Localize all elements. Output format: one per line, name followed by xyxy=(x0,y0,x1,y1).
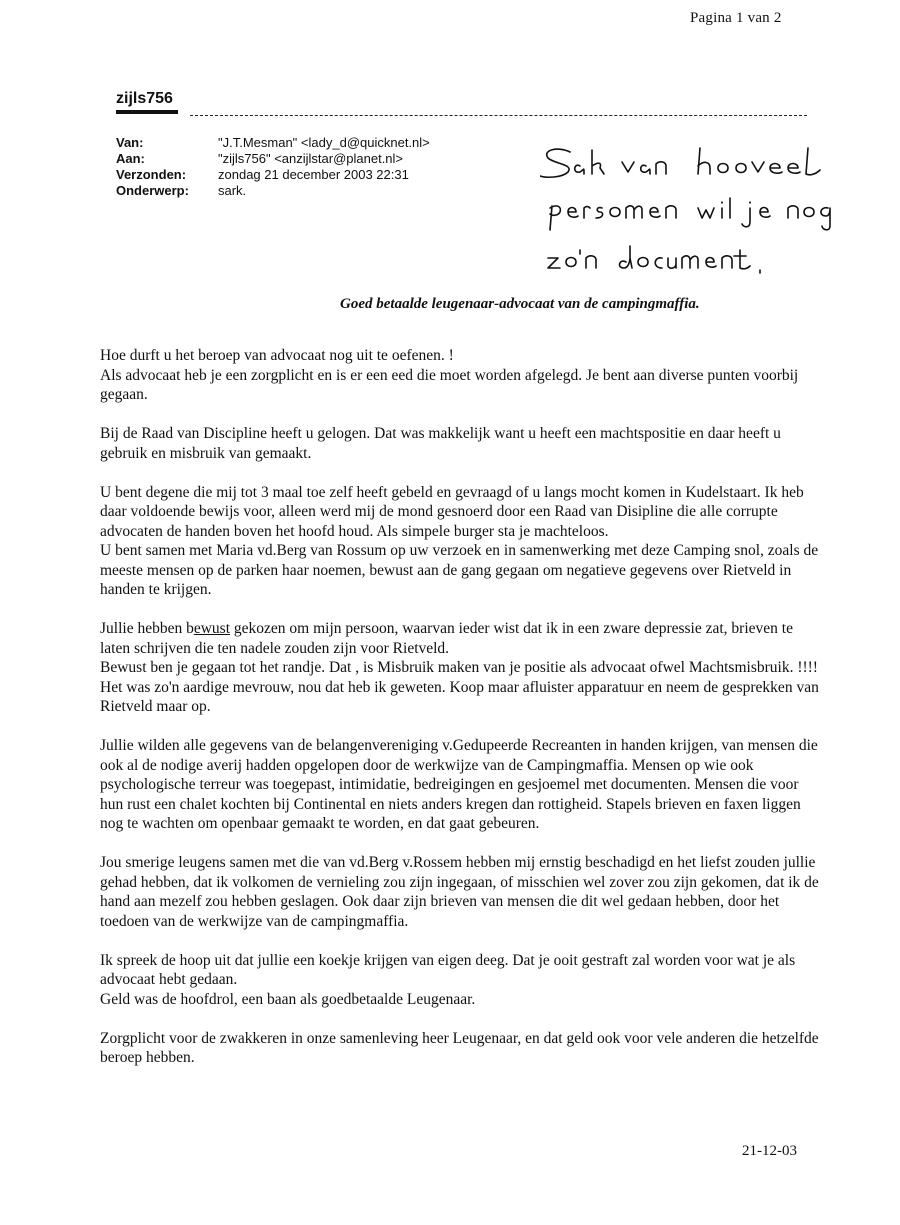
subject-value: sark. xyxy=(218,183,247,198)
to-row xyxy=(116,151,430,167)
paragraph: Ik spreek de hoop uit dat jullie een koekje krijgen van eigen deeg. Dat je ooit gestraft zal worden voor wat je als advocaat hebt gedaan. xyxy=(100,951,796,988)
text-segment: Jullie hebben b xyxy=(100,620,194,637)
header-divider xyxy=(190,115,807,116)
sent-row xyxy=(116,167,430,183)
handwriting-strokes xyxy=(540,140,840,280)
handwritten-note xyxy=(540,140,840,280)
paragraph: Als advocaat heb je een zorgplicht en is er een eed die moet worden afgelegd. Je bent aan diverse punten voorbij gegaan. xyxy=(100,366,799,403)
paragraph: Hoe durft u het beroep van advocaat nog uit te oefenen. ! xyxy=(100,347,454,364)
underlined-word: ewust xyxy=(193,620,231,637)
paragraph: U bent degene die mij tot 3 maal toe zelf heeft gebeld en gevraagd of u langs mocht komen in Kudelstaart. Ik heb daar voldoende bewijs voor, alleen werd mij de mond gesnoerd door een Raad van Disipline die alle corrupte advocaten de handen boven het hoofd houd. Als simpele burger sta je machteloos. xyxy=(100,483,804,540)
sent-value: zondag 21 december 2003 22:31 xyxy=(218,167,409,182)
paragraph: Geld was de hoofdrol, een baan als goedbetaalde Leugenaar. xyxy=(100,990,476,1008)
text-segment: gekozen om mijn persoon, waarvan ieder wist dat ik in een zware depressie zat, brieven te laten schrijven die ten nadele zouden zijn voor Rietveld. xyxy=(100,620,793,657)
from-value: "J.T.Mesman" <lady_d@quicknet.nl> xyxy=(218,135,430,150)
paragraph: Zorgplicht voor de zwakkeren in onze samenleving heer Leugenaar, en dat geld ook voor vele anderen die hetzelfde beroep hebben. xyxy=(100,1029,819,1066)
footer-date: 21-12-03 xyxy=(742,1143,797,1159)
subject-row xyxy=(116,183,430,199)
account-underline-bar xyxy=(116,110,178,114)
page-number: Pagina 1 van 2 xyxy=(690,10,782,26)
sent-label: Verzonden: xyxy=(116,167,187,182)
paragraph-with-underline xyxy=(100,619,820,658)
from-row xyxy=(116,135,430,151)
letter-body xyxy=(100,346,820,1087)
paragraph: Jullie wilden alle gegevens van de belangenvereniging v.Gedupeerde Recreanten in handen krijgen, van mensen die ook al de nodige averij hadden opgelopen door de werkwijze van de Campingmaffia. Mensen op wie ook psychologische terreur was toegepast, intimidatie, bedreigingen en gesjoemel met documenten. Mensen die voor hun rust een chalet kochten bij Continental en niets anders kregen dan rottigheid. Stapels brieven en faxen liggen nog te wachten om openbaar gemaakt te worden, en dat gaat gebeuren. xyxy=(100,737,818,832)
paragraph: U bent samen met Maria vd.Berg van Rossum op uw verzoek en in samenwerking met deze Camping snol, zoals de meeste mensen op de parken haar noemen, bewust aan de gang gegaan om negatieve gegevens over Rietveld in handen te krijgen. xyxy=(100,542,819,598)
to-value: "zijls756" <anzijlstar@planet.nl> xyxy=(218,151,404,166)
subject-label: Onderwerp: xyxy=(116,183,189,198)
to-label: Aan: xyxy=(116,151,145,166)
from-label: Van: xyxy=(116,135,144,150)
letter-title: Goed betaalde leugenaar-advocaat van de campingmaffia. xyxy=(340,296,700,312)
paragraph: Bewust ben je gegaan tot het randje. Dat , is Misbruik maken van je positie als advocaat ofwel Machtsmisbruik. !!!! Het was zo'n aardige mevrouw, nou dat heb ik geweten. Koop maar afluister apparatuur en neem de gesprekken van Rietveld maar op. xyxy=(100,659,819,715)
paragraph: Jou smerige leugens samen met die van vd.Berg v.Rossem hebben mij ernstig beschadigd en het liefst zouden jullie gehad hebben, dat ik volkomen de vernieling zou zijn ingegaan, of misschien wel zover zou zijn gekomen, dat ik de hand aan mezelf zou hebben geslagen. Ook daar zijn brieven van mensen die dit wel gedaan hebben, door het toedoen van de werkwijze van de campingmaffia. xyxy=(100,854,819,930)
email-account-name: zijls756 xyxy=(116,90,173,107)
email-metadata xyxy=(116,135,430,199)
paragraph: Bij de Raad van Discipline heeft u gelogen. Dat was makkelijk want u heeft een machtspositie en daar heeft u gebruik en misbruik van gemaakt. xyxy=(100,425,781,462)
